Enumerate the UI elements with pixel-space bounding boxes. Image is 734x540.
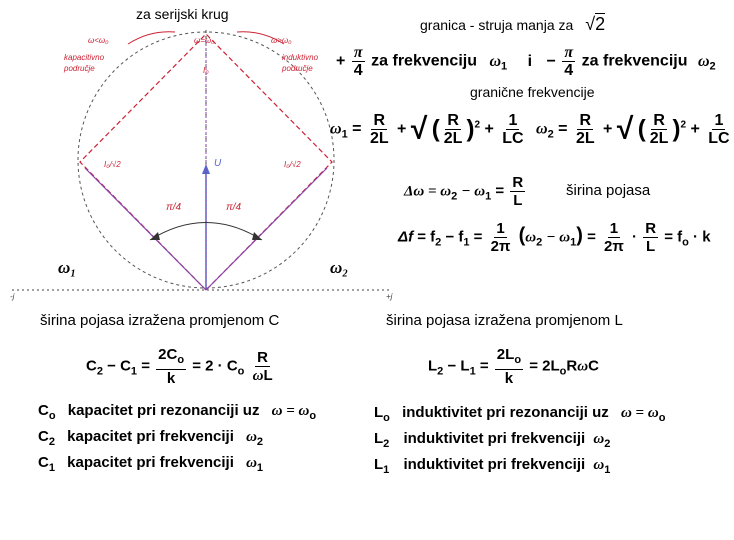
omega1-formula: $\omega_1$ = $\frac{R}{2L}$ + √ ( $\frac{R}{2L}$ )$^2$ + $\frac{1}{LC}$: [330, 112, 524, 147]
inductive-region-label: induktivno područje: [282, 53, 319, 73]
cond: ω = ω: [271, 403, 310, 419]
twoL: 2L: [369, 130, 389, 147]
R-over-2L-sq: [442, 112, 465, 147]
cond: ω = ω: [620, 405, 659, 421]
right-legend-row-0: $L_o$ induktivitet pri rezonanciji uz $\omega = \omega_o$: [374, 404, 666, 424]
sym: L: [374, 404, 384, 421]
left-legend-row-1: $C_2$ kapacitet pri frekvenciji $\omega_2$: [38, 428, 264, 448]
R4: R: [645, 220, 657, 237]
limit-header: [420, 14, 605, 35]
text: kapacitet pri frekvenciji: [67, 428, 234, 445]
sub: 2: [383, 438, 390, 450]
R2b: R: [653, 112, 665, 129]
sub: 1: [383, 464, 390, 476]
four-den: 4: [353, 62, 363, 79]
LC: LC: [502, 130, 524, 147]
left-legend-row-2: $C_1$ kapacitet pri frekvenciji $\omega_1$: [38, 454, 264, 474]
delta-f-formula: $\Delta f = f_2 - f_1$ = $\frac{1}{2\pi}$ $(\omega_2 - \omega_1)$ = $\frac{1}{2\pi}$ · $\frac{R}{L}$ = $f_o \cdot k$: [398, 220, 711, 255]
R-over-2L-sq-b: [648, 112, 671, 147]
R-over-2L: [368, 112, 391, 147]
omega1-label: ω₁: [58, 258, 77, 277]
minus-sign: −: [546, 52, 556, 70]
sym: C: [38, 402, 49, 419]
voltage-label: U: [214, 158, 222, 169]
left-legend-row-0: $C_o$ kapacitet pri rezonanciji uz $\omega = \omega_o$: [38, 402, 317, 422]
current-phasor-left: [85, 168, 206, 290]
right-legend-row-2: $L_1$ induktivitet pri frekvenciji $\omega_1$: [374, 456, 611, 476]
axis-minus-j: -j: [10, 292, 15, 301]
left-bottom-title: širina pojasa izražena promjenom C: [40, 312, 280, 329]
w1: ω: [330, 120, 342, 138]
cond: ω: [246, 455, 257, 471]
R-over-L: [510, 174, 525, 209]
arc-arrow-left: [150, 232, 160, 240]
sym: C: [38, 428, 49, 445]
text: induktivitet pri frekvenciji: [403, 456, 586, 473]
bandwidth-label: širina pojasa: [566, 182, 651, 199]
sub: 1: [48, 462, 55, 474]
limit-header-text: granica - struja manja za: [420, 17, 574, 33]
L4: L: [646, 238, 656, 255]
pi-num-b: π: [564, 44, 574, 61]
right-current-label: I₀/√2: [284, 160, 301, 169]
sqrt2-value: 2: [595, 14, 606, 34]
text: induktivitet pri rezonanciji uz: [402, 404, 609, 421]
R3: R: [512, 174, 524, 191]
L3: L: [513, 192, 523, 209]
omega-2: ω: [697, 52, 710, 70]
delta-omega-formula: $\Delta\omega = \omega_2 - \omega_1$ = $\frac{R}{L}$: [404, 174, 524, 209]
k1: k: [166, 370, 176, 387]
twoLb: 2L: [575, 130, 595, 147]
plus-sign: +: [336, 52, 346, 70]
k2: k: [504, 370, 514, 387]
sub-2: 2: [709, 60, 716, 73]
cond: ω: [246, 429, 257, 445]
capacitive-condition: ω<ω₀: [88, 36, 109, 45]
R-over-omegaL: $\frac{R}{\omega L}$: [252, 348, 273, 384]
R: R: [373, 112, 386, 129]
conj-i: i: [527, 52, 533, 70]
right-bottom-title: širina pojasa izražena promjenom L: [386, 312, 623, 329]
za-frekvenciju-2: za frekvenciju: [581, 52, 688, 70]
one-over-2pi-b: $\frac{1}{2\pi}$: [604, 220, 624, 255]
diagram-title: za serijski krug: [136, 6, 229, 22]
angle-left-label: π/4: [166, 202, 182, 213]
resonance-condition: ω=ω₀: [194, 36, 215, 45]
twoCo-over-k: $\frac{2C_o}{k}$: [158, 346, 185, 387]
left-current-label: I₀/√2: [104, 160, 121, 169]
Rb: R: [579, 112, 592, 129]
right-legend-row-1: $L_2$ induktivitet pri frekvenciji $\omega_2$: [374, 430, 611, 450]
arc-arrow-right: [252, 232, 262, 240]
c-difference-formula: $C_2 - C_1$ = $\frac{2C_o}{k}$ = $2 \cdot C_o$ $\frac{R}{\omega L}$: [86, 346, 273, 387]
sym: C: [38, 454, 49, 471]
sub: o: [383, 412, 390, 424]
axis-plus-j: +j: [386, 292, 393, 301]
omega-1: ω: [489, 52, 502, 70]
granicne-label: granične frekvencije: [470, 84, 595, 100]
twoL2b: 2L: [649, 130, 669, 147]
twoLo-over-k: $\frac{2L_o}{k}$: [496, 346, 522, 387]
sub-1: 1: [501, 60, 508, 73]
inductive-condition: ω>ω₀: [271, 36, 292, 45]
twoL2: 2L: [443, 130, 463, 147]
pi-over-4-a: [352, 44, 365, 79]
capacitive-region-label: kapacitivno područje: [64, 53, 105, 73]
one-over-2pi: $\frac{1}{2\pi}$: [490, 220, 511, 255]
omega2-formula: $\omega_2$ = $\frac{R}{2L}$ + √ ( $\frac{R}{2L}$ )$^2$ + $\frac{1}{LC}$: [536, 112, 730, 147]
pi-over-4-b: [562, 44, 575, 79]
pi-num: π: [353, 44, 363, 61]
two-pi-b: 2π: [604, 238, 624, 255]
text: kapacitet pri rezonanciji uz: [67, 402, 260, 419]
angle-right-label: π/4: [226, 202, 242, 213]
one-over-LC-b: $\frac{1}{LC}$: [708, 112, 730, 147]
current-phasor-right: [206, 168, 327, 290]
one-over-LC: $\frac{1}{LC}$: [502, 112, 524, 147]
resonant-current-label: I₀: [203, 66, 209, 75]
two-pi: 2π: [490, 238, 511, 255]
w2: ω: [536, 120, 548, 138]
four-den-b: 4: [564, 62, 574, 79]
omega2-label: ω₂: [330, 258, 349, 277]
text: induktivitet pri frekvenciji: [403, 430, 586, 447]
za-frekvenciju-1: za frekvenciju: [371, 52, 477, 70]
sub: o: [48, 410, 56, 422]
sym: L: [374, 456, 384, 473]
text: kapacitet pri frekvenciji: [67, 454, 234, 471]
LCb: LC: [708, 130, 730, 147]
cond: ω: [593, 431, 605, 447]
frequency-condition-row: [336, 44, 716, 79]
sym: L: [374, 430, 384, 447]
sub: 2: [48, 436, 55, 448]
l-difference-formula: $L_2 - L_1$ = $\frac{2L_o}{k}$ = $2L_oR\omega C$: [428, 346, 599, 387]
cond: ω: [593, 457, 605, 473]
R-over-L-b: [643, 220, 658, 255]
R2: R: [447, 112, 459, 129]
R-over-2L-b: [574, 112, 597, 147]
sqrt2: √2: [585, 14, 606, 34]
